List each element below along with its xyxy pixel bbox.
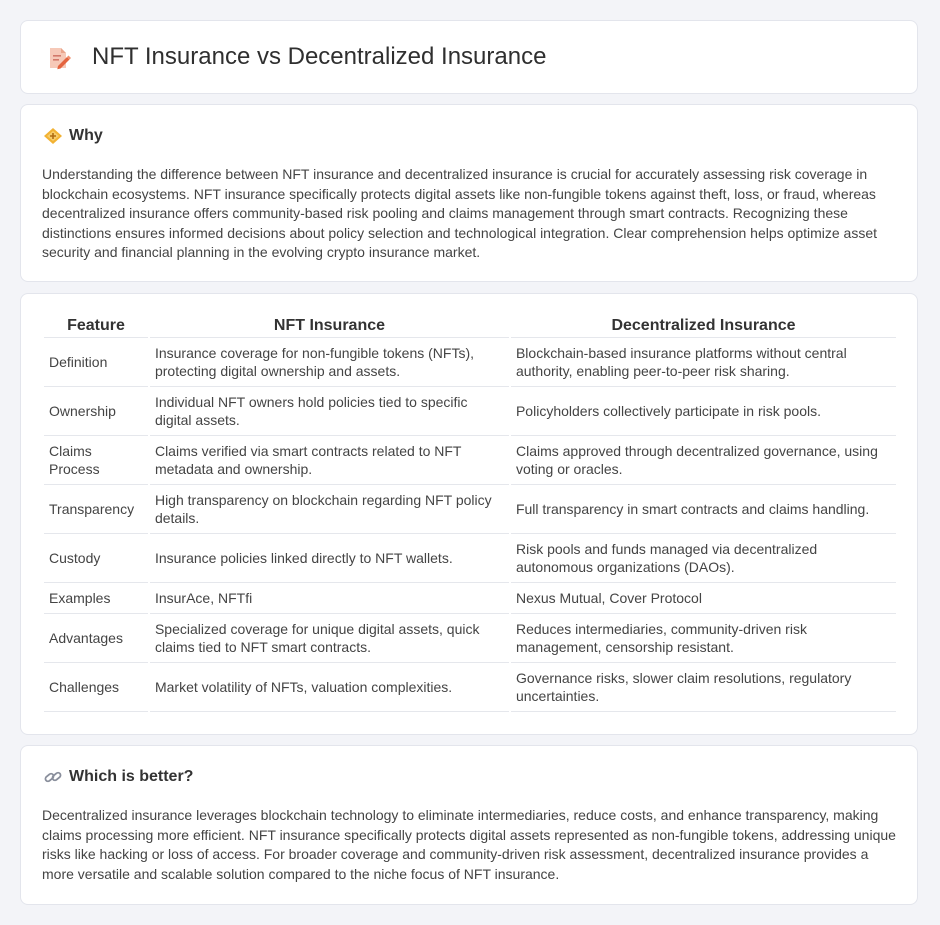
row-nft-value: InsurAce, NFTfi [150, 583, 509, 614]
table-row [44, 583, 896, 614]
row-nft-value: Market volatility of NFTs, valuation complexities. [150, 663, 509, 712]
comparison-card [20, 293, 918, 735]
row-feature: Claims Process [44, 436, 148, 485]
row-nft-value: Individual NFT owners hold policies tied to specific digital assets. [150, 387, 509, 436]
table-row [44, 485, 896, 534]
better-title: Which is better? [69, 768, 194, 785]
table-row [44, 614, 896, 663]
comparison-table [42, 315, 898, 712]
table-header-row [44, 315, 896, 338]
diamond-sign-icon [43, 127, 63, 145]
table-row [44, 387, 896, 436]
header-nft-insurance: NFT Insurance [150, 315, 509, 338]
row-feature: Custody [44, 534, 148, 583]
row-feature: Definition [44, 338, 148, 387]
row-nft-value: Insurance coverage for non-fungible tokens (NFTs), protecting digital ownership and assets. [150, 338, 509, 387]
row-decentralized-value: Full transparency in smart contracts and claims handling. [511, 485, 896, 534]
page-title: NFT Insurance vs Decentralized Insurance [92, 43, 547, 70]
link-icon [43, 768, 63, 786]
row-feature: Ownership [44, 387, 148, 436]
row-decentralized-value: Claims approved through decentralized governance, using voting or oracles. [511, 436, 896, 485]
row-feature: Transparency [44, 485, 148, 534]
why-section [20, 104, 918, 282]
row-nft-value: Specialized coverage for unique digital assets, quick claims tied to NFT smart contracts. [150, 614, 509, 663]
row-nft-value: High transparency on blockchain regarding NFT policy details. [150, 485, 509, 534]
why-heading [43, 127, 103, 145]
why-title: Why [69, 127, 103, 144]
table-row [44, 436, 896, 485]
row-nft-value: Claims verified via smart contracts related to NFT metadata and ownership. [150, 436, 509, 485]
header-feature: Feature [44, 315, 148, 338]
row-decentralized-value: Governance risks, slower claim resolutions, regulatory uncertainties. [511, 663, 896, 712]
why-text: Understanding the difference between NFT insurance and decentralized insurance is crucial for accurately assessing risk coverage in blockchain ecosystems. NFT insurance specifically protects digital assets like non-fungible tokens against theft, loss, or fraud, whereas decentralized insurance offers community-based risk pooling and claims management through smart contracts. Recognizing these distinctions ensures informed decisions about policy selection and technological integration. Clear comprehension helps optimize asset security and financial planning in the evolving crypto insurance market. [42, 166, 878, 260]
better-heading [43, 768, 193, 786]
table-row [44, 663, 896, 712]
row-decentralized-value: Nexus Mutual, Cover Protocol [511, 583, 896, 614]
document-pencil-icon [47, 45, 71, 71]
row-decentralized-value: Reduces intermediaries, community-driven risk management, censorship resistant. [511, 614, 896, 663]
row-feature: Advantages [44, 614, 148, 663]
row-decentralized-value: Blockchain-based insurance platforms without central authority, enabling peer-to-peer risk sharing. [511, 338, 896, 387]
row-decentralized-value: Policyholders collectively participate in risk pools. [511, 387, 896, 436]
row-feature: Challenges [44, 663, 148, 712]
which-is-better-section [20, 745, 918, 905]
row-nft-value: Insurance policies linked directly to NFT wallets. [150, 534, 509, 583]
header-decentralized-insurance: Decentralized Insurance [511, 315, 896, 338]
row-decentralized-value: Risk pools and funds managed via decentralized autonomous organizations (DAOs). [511, 534, 896, 583]
better-text: Decentralized insurance leverages blockchain technology to eliminate intermediaries, reduce costs, and enhance transparency, making claims processing more efficient. NFT insurance specifically protects digital assets represented as non-fungible tokens, addressing unique risks like hacking or loss of access. For broader coverage and community-driven risk assessment, decentralized insurance provides a more versatile and scalable solution compared to the niche focus of NFT insurance. [42, 807, 896, 882]
row-feature: Examples [44, 583, 148, 614]
header-card [20, 20, 918, 94]
table-row [44, 338, 896, 387]
table-row [44, 534, 896, 583]
